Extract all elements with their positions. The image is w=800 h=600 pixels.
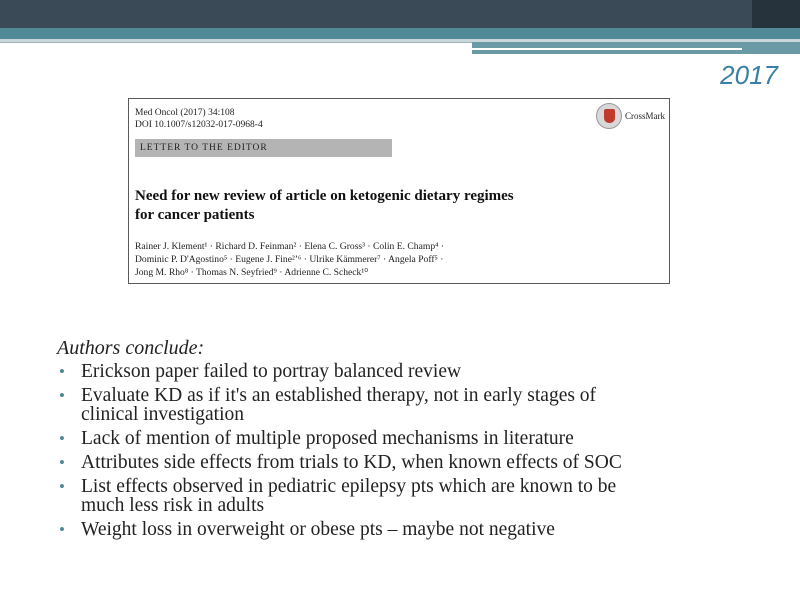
header-band-thin — [0, 42, 472, 43]
header-band-dark — [0, 0, 800, 28]
bullet-dot-icon: • — [59, 386, 65, 405]
list-item: • Erickson paper failed to portray balanced review — [59, 361, 462, 382]
crossmark-label: CrossMark — [625, 111, 665, 121]
article-authors — [135, 240, 655, 279]
article-title-line-2: for cancer patients — [135, 207, 255, 223]
authors-line-2: Dominic P. D'Agostino⁵ · Eugene J. Fine²ʼ⁶ · Ulrike Kämmerer⁷ · Angela Poff⁵ · — [135, 254, 444, 265]
article-title-line-1: Need for new review of article on ketogenic dietary regimes — [135, 188, 514, 204]
conclusions-heading: Authors conclude: — [57, 337, 205, 359]
article-meta — [135, 107, 263, 131]
list-item: • Weight loss in overweight or obese pts – maybe not negative — [59, 519, 555, 540]
section-label: LETTER TO THE EDITOR — [135, 139, 392, 157]
list-item: • Attributes side effects from trials to KD, when known effects of SOC — [59, 452, 622, 473]
article-snapshot — [128, 98, 670, 284]
bullet-dot-icon: • — [59, 520, 65, 539]
conclusions-list — [57, 362, 777, 544]
journal-line: Med Oncol (2017) 34:108 — [135, 108, 235, 118]
header-band-white-line — [472, 48, 742, 50]
bullet-dot-icon: • — [59, 477, 65, 496]
authors-line-3: Jong M. Rho⁸ · Thomas N. Seyfried⁹ · Adrienne C. Scheck¹⁰ — [135, 267, 369, 278]
crossmark-icon — [596, 103, 622, 129]
list-item: • Evaluate KD as if it's an established therapy, not in early stages of clinical investigation — [59, 385, 597, 425]
header-band-dark-end — [752, 0, 800, 28]
bullet-dot-icon: • — [59, 453, 65, 472]
authors-line-1: Rainer J. Klement¹ · Richard D. Feinman² · Elena C. Gross³ · Colin E. Champ⁴ · — [135, 241, 445, 252]
list-item: • Lack of mention of multiple proposed mechanisms in literature — [59, 428, 574, 449]
crossmark-badge — [596, 103, 665, 129]
article-title — [135, 187, 595, 225]
list-item: • List effects observed in pediatric epilepsy pts which are known to be much less risk in adults — [59, 476, 617, 516]
year-label: 2017 — [720, 60, 778, 90]
doi-line: DOI 10.1007/s12032-017-0968-4 — [135, 120, 263, 130]
bullet-dot-icon: • — [59, 362, 65, 381]
header-band-teal — [0, 28, 800, 39]
bullet-dot-icon: • — [59, 429, 65, 448]
